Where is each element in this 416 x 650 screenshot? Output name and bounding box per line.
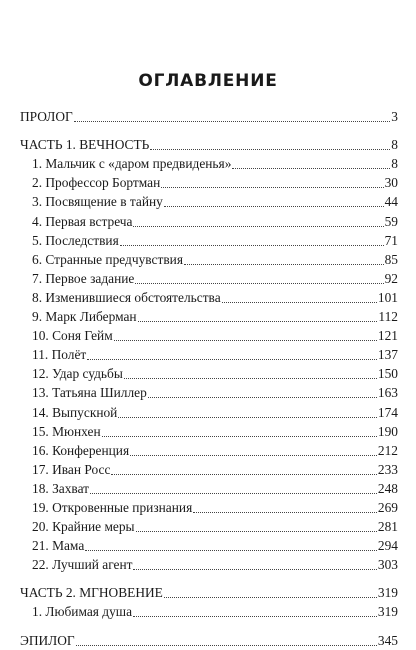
toc-entry-label: 5. Последствия (32, 232, 119, 248)
toc-entry-part-2 (20, 583, 398, 602)
toc-entry-page: 319 (377, 585, 398, 601)
toc-entry-chapter (20, 173, 398, 192)
dot-leader (90, 493, 377, 494)
dot-leader (133, 616, 377, 617)
toc-entry-chapter (20, 498, 398, 517)
toc-entry-label: ПРОЛОГ (20, 109, 73, 125)
toc-entry-part-1 (20, 135, 398, 154)
toc-entry-page: 319 (377, 604, 398, 620)
toc-entry-page: 174 (377, 404, 398, 420)
toc-entry-chapter (20, 288, 398, 307)
dot-leader (120, 245, 384, 246)
dot-leader (85, 550, 377, 551)
toc-entry-chapter (20, 536, 398, 555)
toc-entry-page: 121 (377, 328, 398, 344)
toc-entry-label: ЧАСТЬ 2. МГНОВЕНИЕ (20, 585, 163, 601)
toc-entry-label: 13. Татьяна Шиллер (32, 385, 147, 401)
dot-leader (222, 302, 377, 303)
dot-leader (133, 226, 383, 227)
toc-entry-page: 163 (377, 385, 398, 401)
toc-entry-page: 233 (377, 461, 398, 477)
toc-entry-label: 8. Изменившиеся обстоятельства (32, 289, 221, 305)
toc-entry-page: 85 (384, 251, 398, 267)
toc-entry-page: 8 (391, 137, 398, 153)
dot-leader (164, 206, 384, 207)
toc-entry-chapter (20, 307, 398, 326)
toc-entry-label: 11. Полёт (32, 347, 87, 363)
toc-entry-chapter (20, 479, 398, 498)
dot-leader (124, 378, 377, 379)
toc-entry-label: 10. Соня Гейм (32, 328, 113, 344)
toc-entry-page: 281 (377, 519, 398, 535)
toc-entry-chapter (20, 250, 398, 269)
toc-entry-chapter (20, 555, 398, 574)
dot-leader (135, 283, 383, 284)
toc-entry-label: 17. Иван Росс (32, 461, 111, 477)
dot-leader (87, 359, 377, 360)
toc-entry-page: 303 (377, 557, 398, 573)
toc-entry-label: 14. Выпускной (32, 404, 118, 420)
toc-entry-page: 269 (377, 499, 398, 515)
toc-title: ОГЛАВЛЕНИЕ (138, 71, 278, 91)
toc-entry-page: 248 (377, 480, 398, 496)
toc-entry-chapter (20, 326, 398, 345)
toc-entry-chapter (20, 154, 398, 173)
toc-entry-label: 1. Любимая душа (32, 604, 133, 620)
toc-entry-chapter (20, 192, 398, 211)
dot-leader (102, 436, 377, 437)
toc-entry-page: 8 (391, 156, 398, 172)
toc-entry-prologue (20, 107, 398, 126)
toc-entry-chapter (20, 460, 398, 479)
toc-entry-page: 71 (384, 232, 398, 248)
toc-entry-page: 92 (384, 270, 398, 286)
dot-leader (74, 121, 391, 122)
toc-entry-page: 212 (377, 442, 398, 458)
toc-entry-page: 101 (377, 289, 398, 305)
toc-entry-label: 9. Марк Либерман (32, 309, 137, 325)
toc-entry-page: 294 (377, 538, 398, 554)
toc-entry-page: 150 (377, 366, 398, 382)
toc-entry-chapter (20, 602, 398, 621)
toc-entry-page: 190 (377, 423, 398, 439)
toc-entry-chapter (20, 441, 398, 460)
dot-leader (161, 187, 383, 188)
dot-leader (150, 149, 390, 150)
toc-entry-label: 22. Лучший агент (32, 557, 133, 573)
toc-entry-page: 30 (384, 175, 398, 191)
dot-leader (76, 645, 377, 646)
dot-leader (133, 569, 376, 570)
toc-entry-label: ЭПИЛОГ (20, 632, 75, 648)
toc-entry-label: 21. Мама (32, 538, 85, 554)
dot-leader (148, 397, 377, 398)
toc-entry-label: 12. Удар судьбы (32, 366, 123, 382)
toc-entry-chapter (20, 345, 398, 364)
toc-entry-label: 4. Первая встреча (32, 213, 133, 229)
toc-entry-label: 20. Крайние меры (32, 519, 135, 535)
dot-leader (193, 512, 377, 513)
toc-entry-label: 2. Профессор Бортман (32, 175, 161, 191)
toc-entry-page: 44 (384, 194, 398, 210)
dot-leader (232, 168, 390, 169)
toc-entry-chapter (20, 269, 398, 288)
toc-entry-page: 137 (377, 347, 398, 363)
toc-entry-label: 6. Странные предчувствия (32, 251, 183, 267)
dot-leader (114, 340, 377, 341)
dot-leader (184, 264, 384, 265)
dot-leader (118, 417, 377, 418)
toc-entry-label: 3. Посвящение в тайну (32, 194, 163, 210)
dot-leader (138, 321, 378, 322)
dot-leader (111, 474, 377, 475)
toc-entry-page: 3 (391, 109, 398, 125)
toc-entry-label: 16. Конференция (32, 442, 130, 458)
toc-entry-label: 18. Захват (32, 480, 90, 496)
dot-leader (164, 597, 377, 598)
toc-entry-chapter (20, 211, 398, 230)
toc-entry-epilogue (20, 630, 398, 649)
toc-entry-chapter (20, 383, 398, 402)
dot-leader (136, 531, 377, 532)
toc-entry-label: 19. Откровенные признания (32, 499, 193, 515)
toc-entry-label: 15. Мюнхен (32, 423, 101, 439)
toc-entry-label: 7. Первое задание (32, 270, 135, 286)
toc-entry-chapter (20, 422, 398, 441)
toc-entry-page: 112 (378, 309, 398, 325)
dot-leader (130, 455, 377, 456)
toc-entry-chapter (20, 402, 398, 421)
toc-entry-page: 59 (384, 213, 398, 229)
toc-entry-label: 1. Мальчик с «даром предвиденья» (32, 156, 232, 172)
toc-entry-chapter (20, 231, 398, 250)
table-of-contents (20, 107, 398, 650)
toc-entry-label: ЧАСТЬ 1. ВЕЧНОСТЬ (20, 137, 150, 153)
toc-entry-page: 345 (377, 632, 398, 648)
toc-entry-chapter (20, 517, 398, 536)
toc-entry-chapter (20, 364, 398, 383)
